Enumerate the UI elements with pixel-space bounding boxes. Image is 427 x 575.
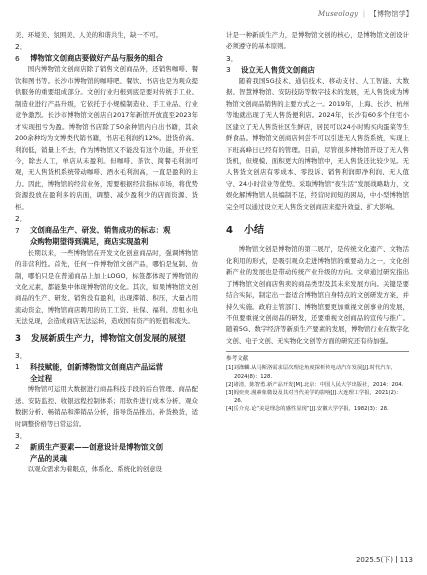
heading-3 <box>15 332 198 346</box>
heading-3-2-line-2: 产品的灵魂 <box>30 453 67 463</box>
heading-number: 3．1 <box>15 350 28 372</box>
paragraph-2-7: 长期以来，一些博物馆在开发文化创意商品时，强调博物馆的非营利性。首先，任何一件博物馆文创产品，哪怕是复制、仿制，哪怕只是在普通商品上加上LOGO，标签都体现了博物馆的文化元素，都能集中体现博物馆的文化。其次，如果博物馆文创商品的生产、研发、销售没有盈利，出现滞销、积压，大量占用流动资金，博物馆商店聘用的员工工资、社保、福利、房租水电无法兑现，会造成商店无法运转，造成国有资产的贬值和流失。 <box>15 248 198 326</box>
heading-number: 4 <box>226 225 233 237</box>
lead-paragraph: 美、环境美、氛围美、人美的和谐共生，缺一不可。 <box>15 31 162 39</box>
section-name: 博物馆学 <box>376 10 406 18</box>
header-bracket-open: 【 <box>369 10 377 18</box>
heading-2-6 <box>15 41 198 64</box>
heading-3-1 <box>15 350 198 373</box>
heading-title: 博物馆文创商店要做好产品与服务的组合 <box>30 53 164 63</box>
heading-number: 3 <box>15 333 21 344</box>
reference-item: [4]岳介克.论“美是理念的感性显现”[J].安徽大学学报，1982(3)：28. <box>226 406 389 413</box>
page-footer <box>356 555 413 565</box>
right-column <box>226 30 409 414</box>
heading-2-7-line-2: 众购物期望得到满足，商店实现盈利 <box>30 237 149 247</box>
paragraph-3-2: 以观众需求为着眼点，体系化、系统化的创意设 <box>27 465 162 474</box>
reference-item: [1]刘涤麟.从马斯洛需求层次理论角度探析传电动汽车发展[J].时代汽车，2024(8)：128. <box>226 365 397 380</box>
left-column <box>15 30 198 476</box>
heading-number: 2．6 <box>15 42 28 63</box>
heading-number: 3．3 <box>226 53 239 75</box>
references <box>226 351 409 413</box>
references-title: 参考文献 <box>226 356 249 363</box>
heading-4 <box>226 223 409 238</box>
heading-title-line-1: 科技赋能，创新博物馆文创商店产品运营 <box>30 362 164 372</box>
paragraph-3-3: 随着我国5G技术、通信技术、移动支付、人工智能、大数据、智慧博物馆、安防技防等数字技术的发展，无人售货成为博物馆文创商品销售的主要方式之一。2019年，上海、长沙、杭州等地就出现了无人售货便利店。2024年，长沙有60多个住宅小区建立了无人售货社区生鲜店，居民可以24小时购买肉蛋菜等生鲜食品。博物馆文创商店何尝不可以引进无人售货系统，实现上下班高峰日已经有的管理。目前，尽管很多博物馆开设了无人售货机，但规模、面积更大的博物馆中，无人售货还比较少见。无人售货文创店有零成本、零投诉、销售利润即净利润、无人值守、24小时营业等优势。采取博物馆“夜生活”发展战略助力，文娱化解博物馆人员编制不足，经营时间短的困局，中小型博物馆完全可以通过设立无人售货文创商店来提升效益、扩大影响。 <box>226 76 409 211</box>
footer-divider <box>396 556 397 563</box>
continued-paragraph: 计是一种新质生产力，是博物馆文创的核心，是博物馆文创设计必须遵守的基本原则。 <box>226 31 409 51</box>
header-separator: | <box>362 10 366 18</box>
heading-title: 设立无人售货文创商店 <box>241 65 315 75</box>
issue-suffix: (下) <box>380 556 393 564</box>
paragraph-2-6: 国内博物馆文创商店除了销售文创商品外，还销售咖啡、餐饮和图书等。长沙市博物馆的咖啡吧、餐饮、书店也是为观众提供服务的重要组成部分。文创行业归根到底是要对传统手工业、制造业进行产品升级，它依托于小规模制造业、手工业品、行业竞争激烈。长沙市博物馆文创店自2017年新馆开放直至2023年才实现扭亏为盈。博物馆书店除了50余种馆内自出书籍，其余200余种均为文博类代销书籍，书店毛利润约12%。进货价高、利润低，销量上不去，作为博物馆又不能没有这个功能，开业至今，除去人工，单店从未盈利。但咖啡、茶饮、简餐毛利润可观，无人售货机系统带动咖啡、酒水毛利润高，一直是盈利的主力。因此，博物馆的经营业务，需要根据经营指标市场，将优势资源投放在盈利多的店面，调整、减少盈利少的店面资源、货柜。 <box>15 65 198 211</box>
heading-title-line-1: 新质生产要素——创意设计是博物馆文创 <box>30 442 164 452</box>
header-bracket-close: 】 <box>405 10 413 18</box>
heading-title-line-1: 文创商品生产、研发、销售成功的标志：观 <box>30 225 171 235</box>
issue-date: 2025.5 <box>355 556 381 564</box>
heading-title: 发展新质生产力，博物馆文创发展的展望 <box>31 333 186 344</box>
heading-3-2 <box>15 430 198 453</box>
heading-3-3 <box>226 53 409 76</box>
heading-number: 3．2 <box>15 430 28 452</box>
page-number: 113 <box>399 556 413 564</box>
paragraph-3-1: 博物馆可运用大数据进行商品科技手段的后台管理、商品配送、安防监控、收银远程控制体系；用软件进行成本分析、观众数据分析、畅销品和滞销品分析，指导货品推出、补货换货，适时调整价格等日常运营。 <box>15 385 198 428</box>
reference-item: [3]阎奕奕.漫素象微设及其对当代美学的影响[J].大连理工学报，2021(2)：26. <box>226 389 402 405</box>
paragraph-4: 博物馆文创是博物馆的第二展厅，是传统文化遗产、文物活化利用的形式，是吸引观众走进博物馆的重要动力之一，文化创新产业的发展也是带动传统产业升级的方向。文章通过研究指出了博物馆文创商店售卖的商品类型及其未来发展方向。关键是要结合实际，制定出一套适合博物馆自身特点的文创研发方案，并持久实施。政府主管部门、博物馆要更加重视文创事业的发展，不但要重视文创商品的研发，还要重视文创商品的宣传与推广。随着5G、数字经济等新质生产要素的发展，博物馆行业在数字化文创、电子文创、无实物化文创等方面的研究还有待加强。 <box>226 245 409 345</box>
running-header <box>318 9 413 19</box>
heading-number: 2．7 <box>15 214 28 235</box>
heading-title: 小结 <box>244 225 264 237</box>
heading-2-7 <box>15 213 198 236</box>
journal-name: Museology <box>318 10 359 18</box>
reference-item: [2]诸清，陈智勇.新产品开发[M].北京：中国人民大学出版社，2014：204. <box>226 381 404 388</box>
heading-3-1-line-2: 全过程 <box>30 373 53 383</box>
